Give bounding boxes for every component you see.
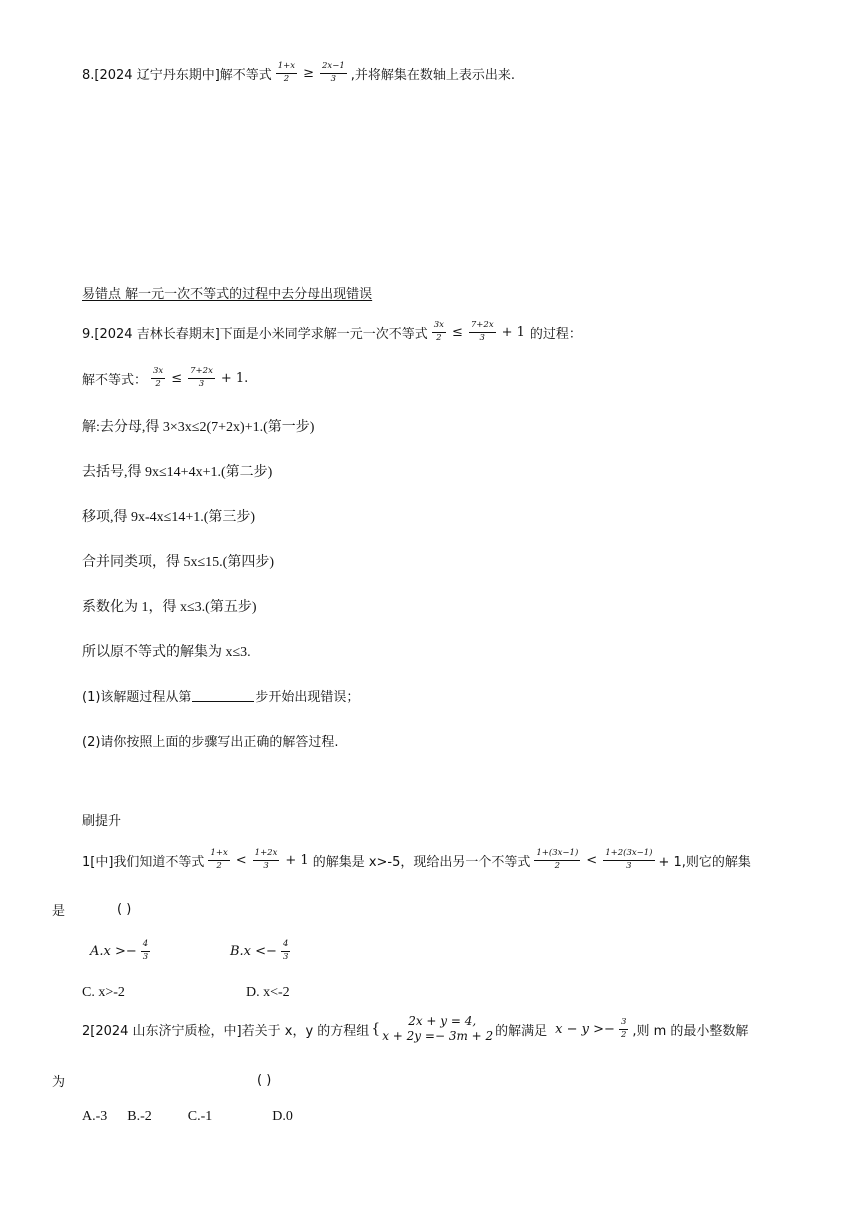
q9-step-1: 解:去分母,得 3×3x≤2(7+2x)+1.(第一步): [82, 420, 315, 435]
p2-answer-parens[interactable]: ( ): [257, 1073, 272, 1088]
q9-lhs-denominator: 2: [436, 332, 442, 343]
q9-restate-tail: + 1.: [220, 370, 249, 386]
p1-less-than-2: <: [586, 852, 598, 868]
q9-fraction-right: [469, 321, 496, 344]
p2-line-2: [52, 1071, 271, 1090]
p1-option-d[interactable]: D. x<-2: [246, 985, 290, 1000]
q8-text-suffix: ,并将解集在数轴上表示出来.: [350, 67, 515, 83]
q9-restate-relation: ≤: [171, 370, 183, 386]
p1-fraction-b: [253, 849, 280, 872]
p2-equation-2: x + 2y =− 3m + 2: [382, 1029, 494, 1043]
p1-text-mid: 的解集是 x>-5，现给出另一个不等式: [312, 854, 531, 870]
p2-condition-numerator: 3: [619, 1018, 628, 1030]
q9-plus-one: + 1: [501, 324, 525, 340]
p1-line2-text: 是: [52, 904, 66, 919]
q9-part1-text-b: 步开始出现错误；: [255, 690, 360, 705]
p1-line-2: [52, 900, 131, 919]
q8-rhs-denominator: 3: [330, 73, 337, 84]
p1-d-denominator: 3: [626, 860, 632, 871]
q9-restate-fraction-left: [151, 367, 165, 390]
p1-option-a-denominator: 3: [142, 951, 149, 962]
p1-plus-one: + 1: [285, 852, 309, 868]
q8-lhs-denominator: 2: [283, 73, 290, 84]
p1-option-a-fraction: [141, 940, 150, 963]
p1-option-b-numerator: 4: [281, 940, 290, 952]
problem-1: [82, 849, 751, 872]
q9-fraction-left: [432, 321, 446, 344]
q9-lhs-numerator: 3x: [432, 321, 446, 333]
q9-restate-rhs-numerator: 7+2x: [188, 367, 215, 379]
p1-option-b-label: B.x <−: [230, 943, 277, 959]
p2-options: [82, 1109, 293, 1125]
p1-fraction-a: [208, 849, 229, 872]
q9-conclusion: 所以原不等式的解集为 x≤3.: [82, 645, 251, 660]
q8-relation: ≥: [303, 65, 314, 81]
p1-option-a-numerator: 4: [141, 940, 150, 952]
q9-relation: ≤: [451, 324, 463, 340]
p1-answer-parens[interactable]: ( ): [117, 902, 132, 917]
p2-equation-1: 2x + y = 4,: [408, 1014, 477, 1028]
p2-equation-system: [371, 1014, 493, 1044]
question-9: [82, 321, 582, 344]
question-8: [82, 62, 515, 85]
p1-fraction-d: [603, 849, 654, 872]
p1-option-a[interactable]: [90, 940, 154, 963]
p2-condition-fraction: [619, 1018, 628, 1041]
q9-step-3: 移项,得 9x-4x≤14+1.(第三步): [82, 510, 256, 525]
p2-option-d[interactable]: D.0: [272, 1109, 293, 1124]
q9-restate-lhs-denominator: 2: [155, 378, 161, 389]
q8-lhs-numerator: 1+x: [276, 62, 297, 74]
answer-blank[interactable]: [192, 689, 254, 702]
p2-line2-text: 为: [52, 1075, 66, 1090]
q9-restate-fraction-right: [188, 367, 215, 390]
q8-fraction-right: [320, 62, 347, 85]
p2-option-b[interactable]: B.-2: [127, 1109, 152, 1124]
q9-restate-rhs-denominator: 3: [198, 378, 205, 389]
p1-a-denominator: 2: [216, 860, 222, 871]
p1-option-b-denominator: 3: [282, 951, 289, 962]
q9-part-2: (2)请你按照上面的步骤写出正确的解答过程.: [82, 735, 339, 750]
p1-c-numerator: 1+(3x−1): [534, 849, 580, 861]
q9-restate-label: 解不等式：: [82, 372, 148, 388]
p1-text-prefix: 1[中]我们知道不等式: [82, 854, 205, 870]
p1-c-denominator: 2: [554, 860, 561, 871]
p1-d-numerator: 1+2(3x−1): [603, 849, 654, 861]
q9-part1-text-a: (1)该解题过程从第: [82, 690, 192, 705]
p2-text-mid: 的解满足: [495, 1023, 548, 1039]
p2-option-a[interactable]: A.-3: [82, 1109, 108, 1124]
q9-restatement: [82, 367, 250, 390]
p1-b-denominator: 3: [263, 860, 269, 871]
q9-step-4: 合并同类项，得 5x≤15.(第四步): [82, 555, 275, 570]
p2-brace: {: [371, 1021, 381, 1037]
p1-text-tail: + 1,则它的解集: [658, 854, 751, 870]
p1-b-numerator: 1+2x: [253, 849, 280, 861]
p2-condition-denominator: 2: [620, 1029, 627, 1040]
p1-fraction-c: [534, 849, 580, 872]
p2-text-tail: ,则 m 的最小整数解: [632, 1023, 749, 1039]
q9-text-prefix: 9.[2024 吉林长春期末]下面是小米同学求解一元一次不等式: [82, 326, 428, 342]
problem-2: [82, 1014, 748, 1044]
p1-option-c[interactable]: C. x>-2: [82, 985, 125, 1000]
section-error-title: 易错点 解一元一次不等式的过程中去分母出现错误: [82, 287, 373, 302]
q9-text-suffix: 的过程：: [529, 326, 582, 342]
q8-fraction-left: [276, 62, 297, 85]
q9-part-1: [82, 686, 359, 705]
p1-option-a-label: A.x >−: [90, 943, 137, 959]
q9-step-5: 系数化为 1，得 x≤3.(第五步): [82, 600, 257, 615]
q9-step-2: 去括号,得 9x≤14+4x+1.(第二步): [82, 465, 273, 480]
p2-text-prefix: 2[2024 山东济宁质检，中]若关于 x，y 的方程组: [82, 1023, 370, 1039]
p1-less-than: <: [235, 852, 247, 868]
p1-option-b[interactable]: [230, 940, 294, 963]
section-improve-title: 刷提升: [82, 814, 122, 829]
p1-a-numerator: 1+x: [208, 849, 229, 861]
q9-restate-lhs-numerator: 3x: [151, 367, 165, 379]
q8-text-prefix: 8.[2024 辽宁丹东期中]解不等式: [82, 67, 272, 83]
p2-condition: x − y >−: [555, 1021, 615, 1037]
q8-rhs-numerator: 2x−1: [320, 62, 347, 74]
q9-rhs-denominator: 3: [479, 332, 485, 343]
q9-rhs-numerator: 7+2x: [469, 321, 496, 333]
p2-option-c[interactable]: C.-1: [187, 1109, 213, 1124]
p1-option-b-fraction: [281, 940, 290, 963]
